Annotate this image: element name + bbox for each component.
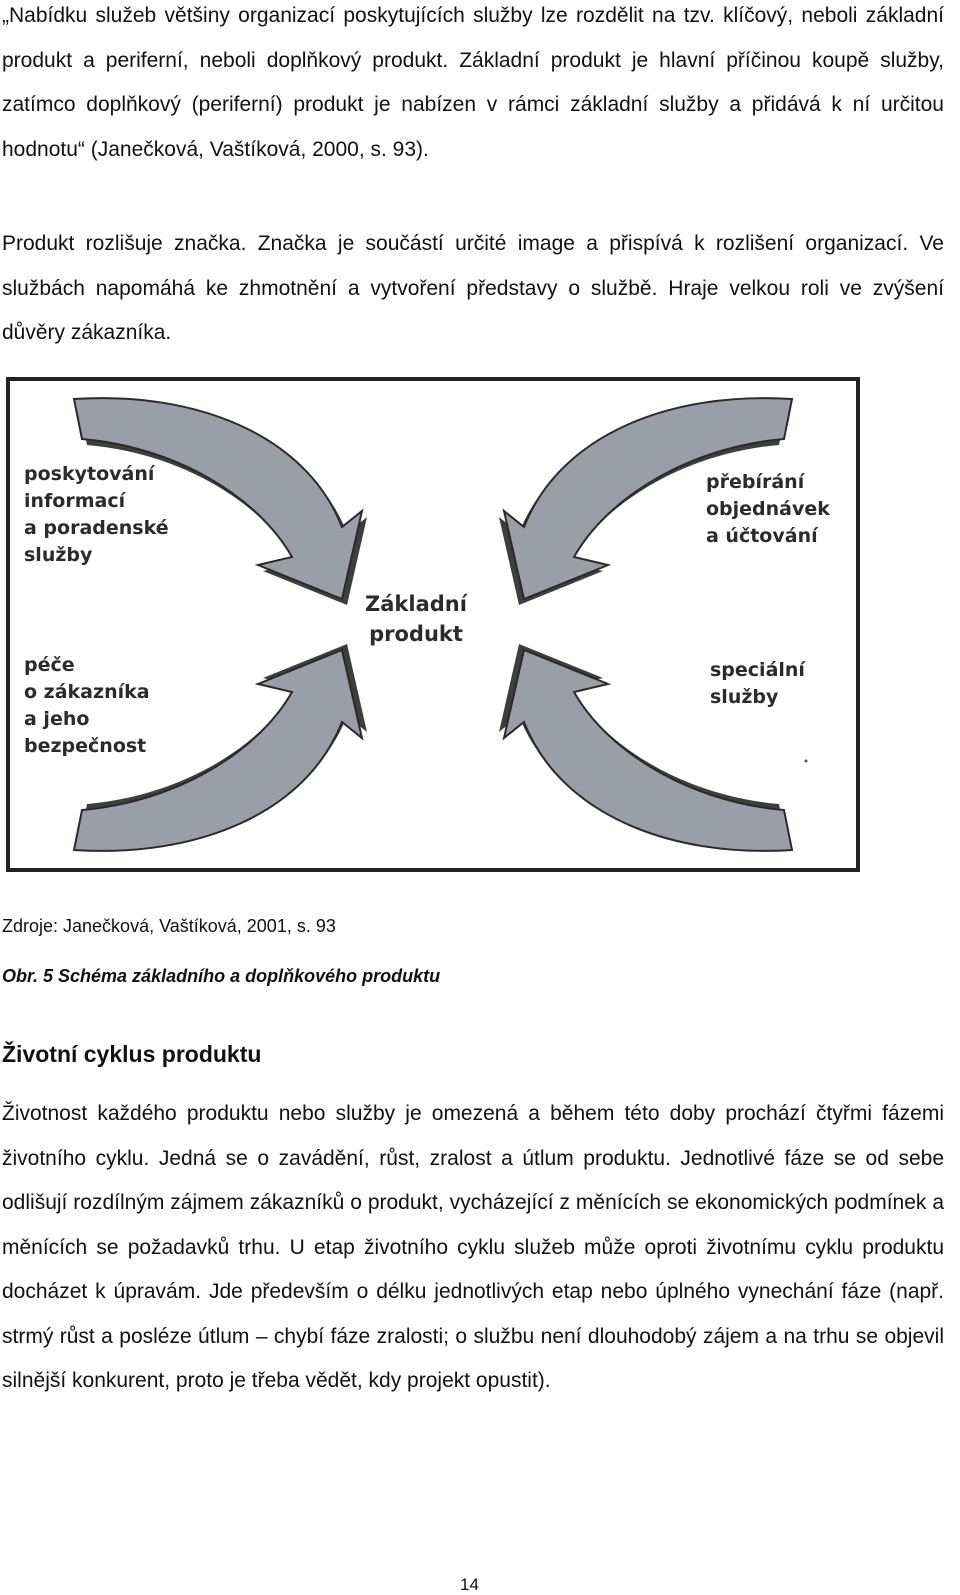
lifecycle-paragraph: Životnost každého produktu nebo služby je omezená a během této doby prochází čtyřmi fázemi životního cyklu. Jedná se o zavádění, růst, zralost a útlum produktu. Jednotlivé fáze se od sebe odlišují rozdílným zájmem zákazníků o produkt, vycházející z měnících se ekonomických podmínek a měnících se požadavků trhu. U etap životního cyklu služeb může oproti životnímu cyklu produktu docházet k úpravám. Jde především o délku jednotlivých etap nebo úplného vynechání fáze (např. strmý růst a posléze útlum – chybí fáze zralosti; o službu není dlouhodobý zájem a na trhu se objevil silnější konkurent, proto je třeba vědět, kdy projekt opustit).	[2, 1102, 944, 1392]
intro-paragraph: „Nabídku služeb většiny organizací poskytujících služby lze rozdělit na tzv. klíčový, neboli základní produkt a periferní, neboli doplňkový produkt. Základní produkt je hlavní příčinou koupě služby, zatímco doplňkový (periferní) produkt je nabízen v rámci základní služby a přidává k ní určitou hodnotu“ (Janečková, Vaštíková, 2000, s. 93).	[2, 4, 944, 161]
figure-caption: Obr. 5 Schéma základního a doplňkového produktu	[2, 966, 441, 986]
label-orders-billing: přebírání objednávek a účtování	[706, 471, 830, 547]
label-core-product: Základní produkt	[365, 592, 467, 646]
brand-paragraph: Produkt rozlišuje značka. Značka je součástí určité image a přispívá k rozlišení organizací. Ve službách napomáhá ke zhmotnění a vytvoření představy o službě. Hraje velkou roli ve zvýšení důvěry zákazníka.	[2, 232, 944, 344]
page-number: 14	[460, 1575, 479, 1594]
label-information-services: poskytování informací a poradenské služby	[24, 463, 169, 566]
figure-source: Zdroje: Janečková, Vaštíková, 2001, s. 93	[2, 916, 336, 936]
product-scheme-figure	[6, 377, 860, 872]
label-customer-care: péče o zákazníka a jeho bezpečnost	[24, 654, 150, 757]
label-special-services: speciální služby	[710, 659, 805, 708]
section-heading: Životní cyklus produktu	[2, 1041, 262, 1067]
